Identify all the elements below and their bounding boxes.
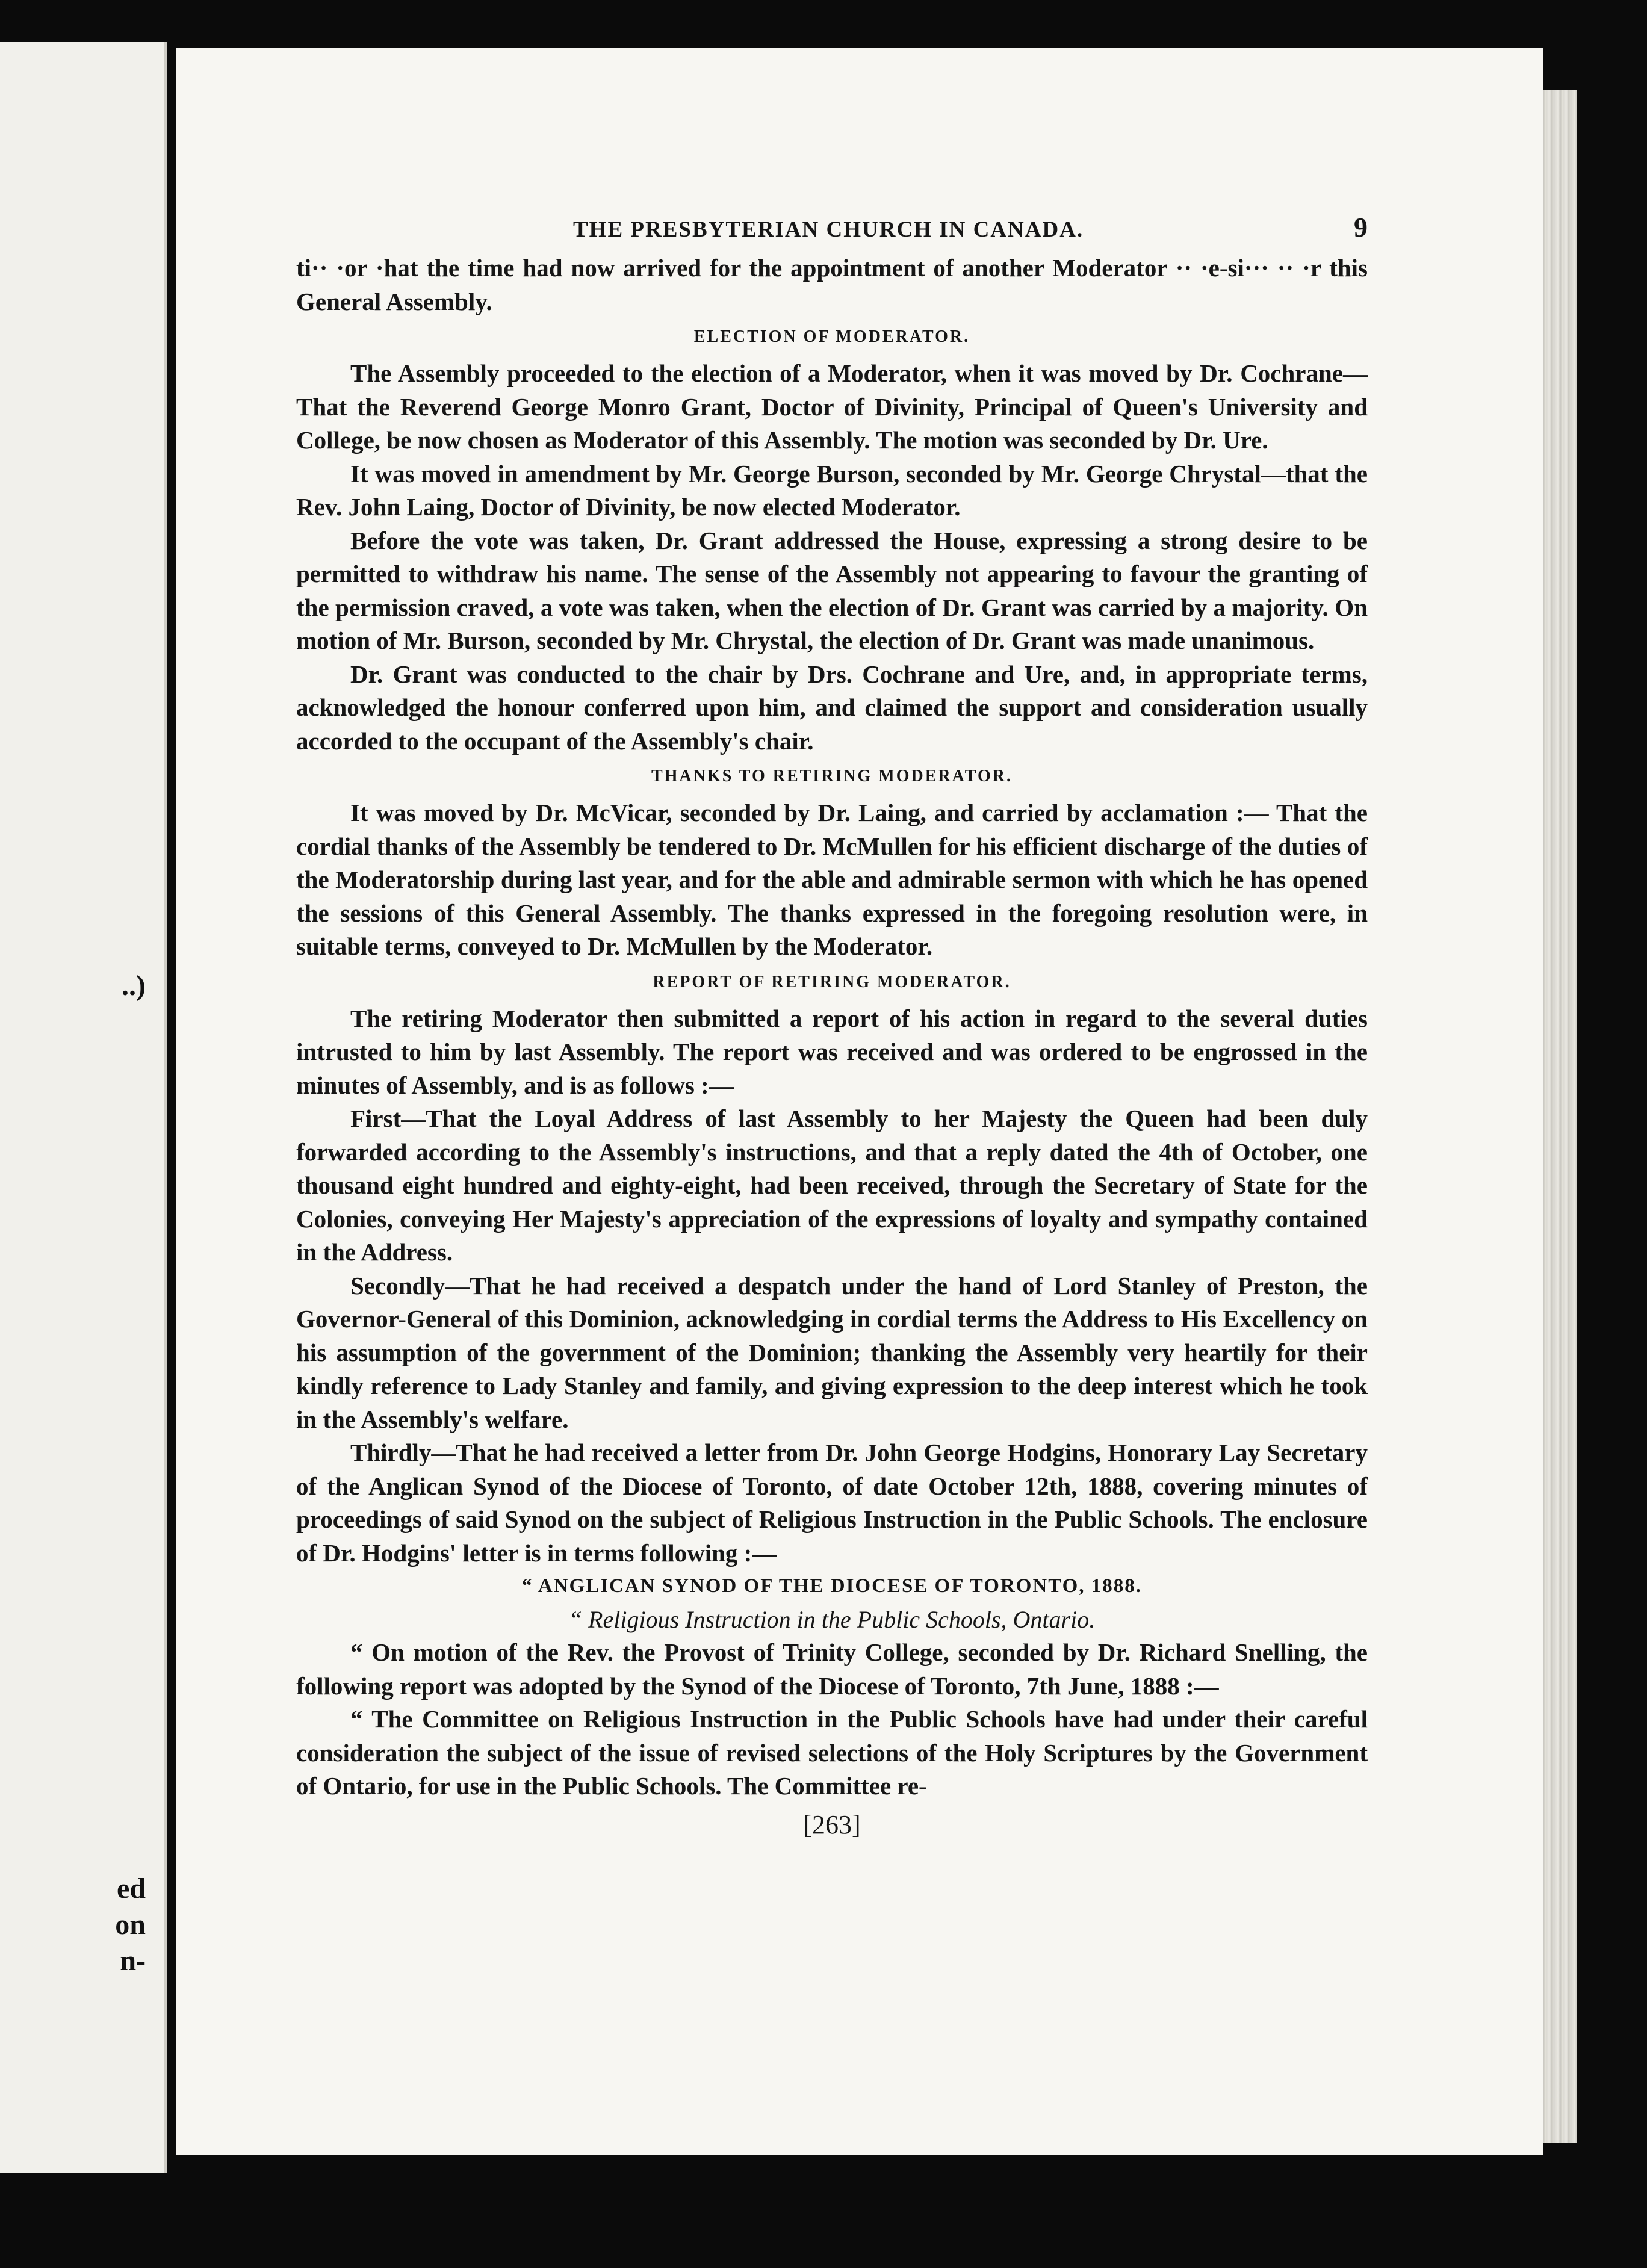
paragraph: Thirdly—That he had received a letter from Dr. John George Hodgins, Honorary Lay Secretary of the Anglican Synod of the Diocese of Toronto, of date October 12th, 1888, covering minutes of proceedings of said Synod on the subject of Religious Instruction in the Public Schools. The enclosure of Dr. Hodgins' letter is in terms following :— bbox=[296, 1439, 1368, 1567]
page-content bbox=[296, 211, 1368, 1841]
section-heading: ELECTION OF MODERATOR. bbox=[693, 327, 970, 346]
paragraph: Secondly—That he had received a despatch under the hand of Lord Stanley of Preston, the Governor-General of this Dominion, acknowledging in cordial terms the Address to His Excellency on his assumption of the government of the Dominion; thanking the Assembly very heartily for their kindly reference to Lady Stanley and family, and giving expression to the deep interest which he took in the Assembly's welfare. bbox=[296, 1271, 1368, 1433]
running-head bbox=[296, 211, 1368, 247]
running-head-title: THE PRESBYTERIAN CHURCH IN CANADA. bbox=[573, 217, 1084, 242]
paragraph: ti·· ·or ·hat the time had now arrived for the appointment of another Moderator ·· ·e-si··· ·· ·r this General Assembly. bbox=[296, 254, 1368, 315]
left-page-fragment: n- bbox=[120, 1945, 146, 1977]
paragraph: It was moved in amendment by Mr. George Burson, seconded by Mr. George Chrystal—that the Rev. John Laing, Doctor of Divinity, be now elected Moderator. bbox=[296, 459, 1368, 521]
paragraph: “ On motion of the Rev. the Provost of Trinity College, seconded by Dr. Richard Snelling, the following report was adopted by the Synod of the Diocese of Toronto, 7th June, 1888 :— bbox=[296, 1638, 1368, 1700]
paragraph: The retiring Moderator then submitted a report of his action in regard to the several duties intrusted to him by last Assembly. The report was received and was ordered to be engrossed in the minutes of Assembly, and is as follows :— bbox=[296, 1004, 1368, 1099]
paragraph: The Assembly proceeded to the election of a Moderator, when it was moved by Dr. Cochrane—That the Reverend George Monro Grant, Doctor of Divinity, Principal of Queen's University and College, be now chosen as Moderator of this Assembly. The motion was seconded by Dr. Ure. bbox=[296, 359, 1368, 454]
paragraph: First—That the Loyal Address of last Assembly to her Majesty the Queen had been duly forwarded according to the Assembly's instructions, and that a reply dated the 4th of October, one thousand eight hundred and eighty-eight, had been received, through the Secretary of State for the Colonies, conveying Her Majesty's appreciation of the expressions of loyalty and sympathy contained in the Address. bbox=[296, 1105, 1368, 1266]
quote-heading: “ ANGLICAN SYNOD OF THE DIOCESE OF TORONTO, 1888. bbox=[521, 1575, 1143, 1597]
section-heading: THANKS TO RETIRING MODERATOR. bbox=[651, 767, 1013, 785]
right-page bbox=[176, 48, 1543, 2155]
paragraph: Dr. Grant was conducted to the chair by Drs. Cochrane and Ure, and, in appropriate terms, acknowledged the honour conferred upon him, and claimed the support and consideration usually accorded to the occupant of the Assembly's chair. bbox=[296, 660, 1368, 755]
paragraph: It was moved by Dr. McVicar, seconded by Dr. Laing, and carried by acclamation :— That the cordial thanks of the Assembly be tendered to Dr. McMullen for his efficient discharge of the duties of the Moderatorship during last year, and for the able and admirable sermon with which he has opened the sessions of this General Assembly. The thanks expressed in the foregoing resolution were, in suitable terms, conveyed to Dr. McMullen by the Moderator. bbox=[296, 799, 1368, 960]
left-facing-page bbox=[0, 42, 167, 2173]
left-page-fragment: ..) bbox=[122, 970, 146, 1002]
paragraph: Before the vote was taken, Dr. Grant addressed the House, expressing a strong desire to be permitted to withdraw his name. The sense of the Assembly not appearing to favour the granting of the permission craved, a vote was taken, when the election of Dr. Grant was carried by a majority. On motion of Mr. Burson, seconded by Mr. Chrystal, the election of Dr. Grant was made unanimous. bbox=[296, 526, 1368, 654]
quote-subheading: “ Religious Instruction in the Public Schools, Ontario. bbox=[568, 1606, 1096, 1633]
folio-number: [263] bbox=[803, 1809, 861, 1839]
paragraph: “ The Committee on Religious Instruction in the Public Schools have had under their careful consideration the subject of the issue of revised selections of the Holy Scriptures by the Government of Ontario, for use in the Public Schools. The Committee re- bbox=[296, 1705, 1368, 1800]
section-heading: REPORT OF RETIRING MODERATOR. bbox=[653, 972, 1011, 991]
left-page-fragment: ed bbox=[117, 1873, 146, 1904]
page-number: 9 bbox=[1354, 212, 1368, 243]
left-page-fragment: on bbox=[115, 1909, 146, 1941]
